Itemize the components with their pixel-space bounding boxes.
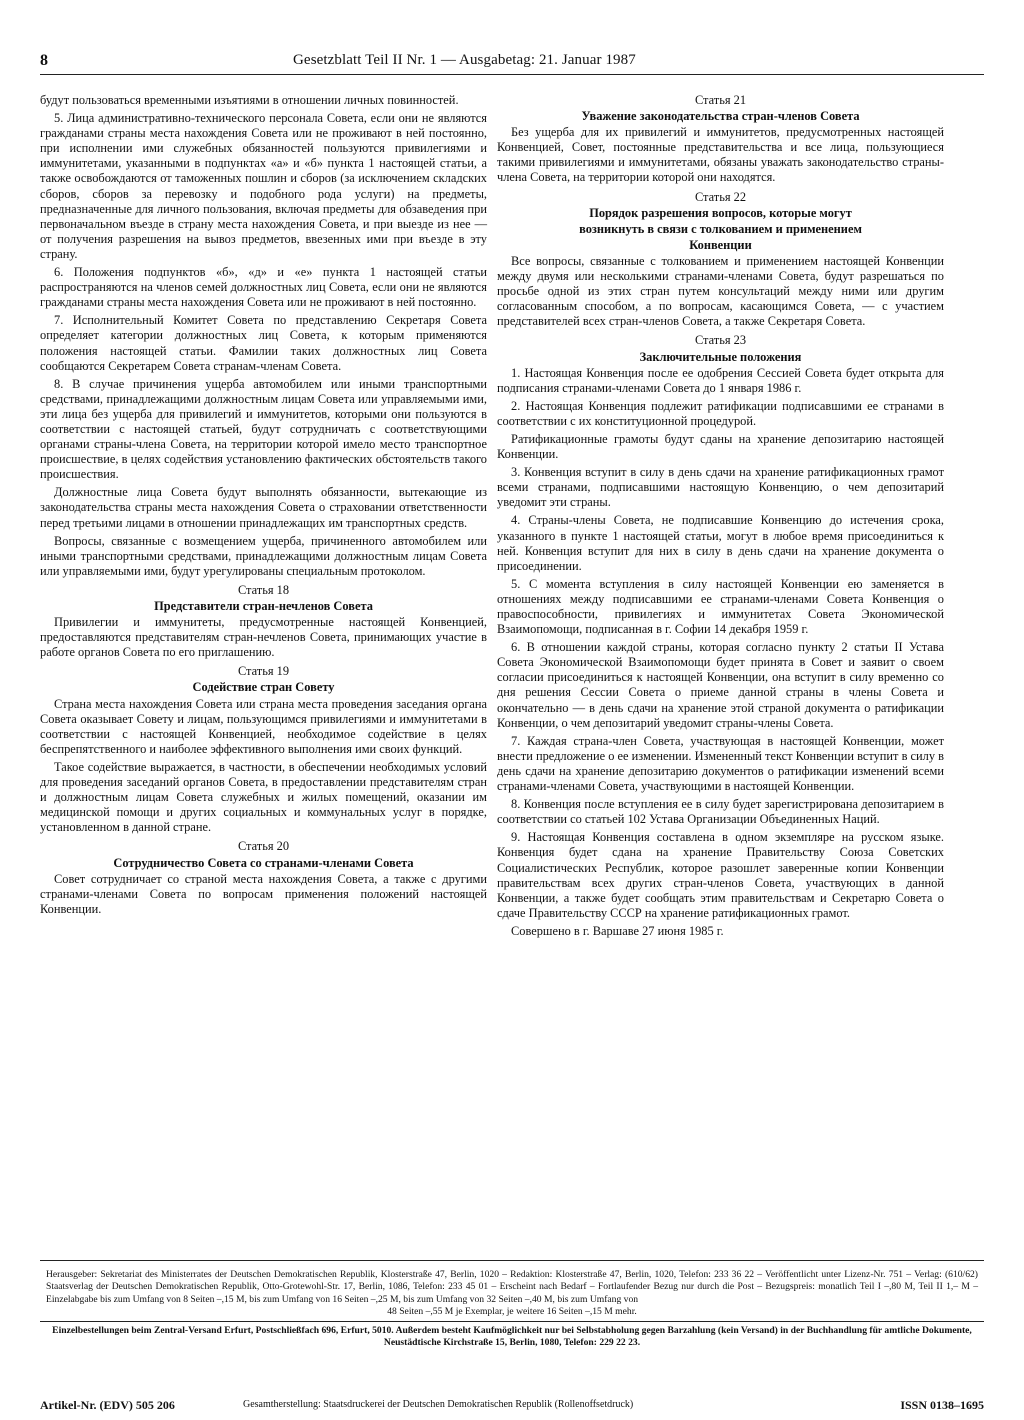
paragraph: 5. С момента вступления в силу настоящей Конвенции ею заменяется в отношениях между подписавшими ее странами-членами Совета Конвенция о правоспособности, привилегиях и иммунитетах Совета Экономической Взаимопомощи, подписанная в г. Софии 14 декабря 1959 г. (497, 576, 944, 637)
paragraph: будут пользоваться временными изъятиями в отношении личных повинностей. (40, 93, 459, 107)
article-number-23: Статья 23 (694, 333, 747, 348)
article-title-22-line-3: Конвенции (689, 237, 752, 252)
article-title-23: Заключительные положения (639, 349, 802, 364)
paragraph: 6. Положения подпунктов «б», «д» и «е» пункта 1 настоящей статьи распространяются на членов семей должностных лиц Совета, если они не являются гражданами страны места нахождения Совета или не проживают в ней постоянно. (40, 265, 487, 310)
article-number-21: Статья 21 (694, 93, 747, 107)
left-column (40, 93, 487, 920)
paragraph: Вопросы, связанные с возмещением ущерба, причиненного автомобилем или иными транспортными средствами, принадлежащими должностным лицам Совета или управляемыми ими, будут урегулированы специальным протоколом. (40, 533, 487, 578)
paragraph: 9. Настоящая Конвенция составлена в одном экземпляре на русском языке. Конвенция будет сдана на хранение Правительству Союза Советских Социалистических Республик, которое разошлет заверенные копии Конвенции правительствам всех других стран-членов Совета, участвующих в данной Конвенции, а также будет сообщать этим правительствам и Секретарю Совета о сдаче Правительству СССР на хранение ратификационных грамот. (497, 830, 944, 920)
page-number: 8 (40, 52, 48, 69)
paragraph: 1. Настоящая Конвенция после ее одобрения Сессией Совета будет открыта для подписания странами-членами Совета до 1 января 1986 г. (497, 365, 944, 395)
paragraph: 2. Настоящая Конвенция подлежит ратификации подписавшими ее странами в соответствии с их конституционной процедурой. (497, 398, 944, 428)
paragraph: 6. В отношении каждой страны, которая согласно пункту 2 статьи II Устава Совета Экономической Взаимопомощи будет принята в Совет и заявит о своем согласии присоединиться к настоящей Конвенции, она вступит в силу временно со дня решения Сессии Совета о приеме данной страны в члены Совета и окончательно — в день сдачи на хранение этой страной документа о ратификации Конвенции, о чем депозитарий уведомит страны-члены Совета. (497, 640, 944, 730)
article-number-18: Статья 18 (237, 582, 290, 597)
paragraph: Совет сотрудничает со страной места нахождения Совета, а также с другими странами-членами Совета по вопросам применения положений настоящей Конвенции. (40, 871, 487, 916)
publisher-footer (40, 1260, 984, 1349)
article-title-18: Представители стран-нечленов Совета (154, 599, 373, 613)
paragraph: 7. Каждая страна-член Совета, участвующая в настоящей Конвенции, может внести предложение о ее изменении. Измененный текст Конвенции вступит в силу в день сдачи на хранение депозитарию документов о ратификации изменений всеми странами-членами Совета, участвующими в настоящей Конвенции. (497, 733, 944, 794)
article-number-22: Статья 22 (694, 189, 747, 204)
imprint-text-end: 48 Seiten –,55 M je Exemplar, je weitere 16 Seiten –,15 M mehr. (387, 1306, 637, 1318)
order-info: Einzelbestellungen beim Zentral-Versand Erfurt, Postschließfach 696, Erfurt, 5010. Außerdem besteht Kaufmöglichkeit nur bei Selbstabholung gegen Barzahlung (kein Versand) in der Buchhandlung für amtliche Dokumente, Neustädtische Kirchstraße 15, Berlin, 1080, Telefon: 229 22 23. (40, 1321, 984, 1350)
paragraph: Такое содействие выражается, в частности, в обеспечении необходимых условий для проведения заседаний органов Совета, в предоставлении представителям стран и должностным лицам Совета служебных и жилых помещений, оказании им медицинской помощи и других социальных и коммунальных услуг в порядке, установленном в данной стране. (40, 759, 487, 835)
paragraph: 8. В случае причинения ущерба автомобилем или иными транспортными средствами, принадлежащими должностным лицам Совета или управляемыми ими, эти лица без ущерба для привилегий и иммунитетов, которыми они пользуются в соответствии с настоящей статьей, будут сотрудничать с соответствующими органами страны-члена Совета, на территории которой имело место транспортное происшествие, в целях содействия установлению фактических обстоятельств такого происшествия. (40, 376, 487, 482)
paragraph: 3. Конвенция вступит в силу в день сдачи на хранение ратификационных грамот всеми странами, подписавшими настоящую Конвенцию, о чем депозитарий уведомит эти страны. (497, 465, 944, 510)
article-number: Artikel-Nr. (EDV) 505 206 (40, 1398, 175, 1412)
paragraph: Без ущерба для их привилегий и иммунитетов, предусмотренных настоящей Конвенцией, Совет, постоянные представительства и все лица, пользующиеся такими привилегиями и иммунитетами, обязаны уважать законодательство страны-члена Совета, на территории которой они находятся. (497, 125, 944, 185)
paragraph: 5. Лица административно-технического персонала Совета, если они не являются гражданами страны места нахождения Совета или не проживают в ней постоянно, при исполнении ими служебных обязанностей пользуются привилегиями и иммунитетами, указанными в подпунктах «а» и «б» пункта 1 настоящей статьи, а также освобождаются от таможенных пошлин и сборов (за исключением складских сборов, сборов за перевозку и подобного рода услуги) на предметы, предназначенные для личного пользования, включая предметы для обзаведения при первоначальном въезде в страну места нахождения Совета, и при выезде из нее — от получения разрешения на вывоз предметов, ввезенных ими при въезде в эту страну. (40, 111, 487, 261)
paragraph: Должностные лица Совета будут выполнять обязанности, вытекающие из законодательства страны места нахождения Совета о страховании ответственности перед третьими лицами в отношении принадлежащих им транспортных средств. (40, 485, 487, 530)
paragraph: Все вопросы, связанные с толкованием и применением настоящей Конвенции между двумя или несколькими странами-членами Совета, будут разрешаться по просьбе одной из этих стран путем консультаций между ними или другим согласованным способом, а по вопросам, касающимся Совета, — с участием представителей всех стран-членов Совета, а также Секретаря Совета. (497, 253, 944, 329)
article-number-20: Статья 20 (237, 839, 290, 854)
printer-info: Gesamtherstellung: Staatsdruckerei der Deutschen Demokratischen Republik (Rollenoffsetdruck) (243, 1399, 634, 1410)
article-title-19: Содействие стран Совету (192, 680, 335, 695)
paragraph: Ратификационные грамоты будут сданы на хранение депозитарию настоящей Конвенции. (497, 431, 944, 462)
article-title-21: Уважение законодательства стран-членов Совета (581, 109, 860, 124)
article-title-22-line-1: Порядок разрешения вопросов, которые могут (589, 205, 852, 220)
article-title-22-line-2: возникнуть в связи с толкованием и применением (579, 221, 862, 236)
running-title: Gesetzblatt Teil II Nr. 1 — Ausgabetag: 21. Januar 1987 (293, 52, 636, 68)
page-header (40, 50, 984, 75)
article-title-20: Сотрудничество Совета со странами-членами Совета (113, 855, 414, 870)
right-column (497, 93, 944, 942)
paragraph: Страна места нахождения Совета или страна места проведения заседания органа Совета оказывает Совету и лицам, пользующимся привилегиями и иммунитетами в соответствии с настоящей Конвенцией, необходимое содействие в целях беспрепятственного и наиболее эффективного выполнения ими своих функций. (40, 696, 487, 756)
paragraph: 4. Страны-члены Совета, не подписавшие Конвенцию до истечения срока, указанного в пункте 1 настоящей статьи, могут в любое время присоединиться к ней. Конвенция вступит для них в силу в день сдачи на хранение документа о присоединении. (497, 513, 944, 573)
paragraph: 8. Конвенция после вступления ее в силу будет зарегистрирована депозитарием в соответствии со статьей 102 Устава Организации Объединенных Наций. (497, 797, 944, 827)
article-number-19: Статья 19 (237, 664, 290, 679)
paragraph: Привилегии и иммунитеты, предусмотренные настоящей Конвенцией, предоставляются представителям стран-нечленов Совета, принимающих участие в работе органов Совета по его приглашению. (40, 615, 487, 660)
issn: ISSN 0138–1695 (900, 1398, 984, 1412)
closing-line: Совершено в г. Варшаве 27 июня 1985 г. (511, 923, 724, 938)
paragraph: 7. Исполнительный Комитет Совета по представлению Секретаря Совета определяет категории должностных лиц Совета, к которым применяются положения настоящей статьи. Фамилии таких должностных лиц Совета сообщаются Секретарем Совета странам-членам Совета. (40, 313, 487, 373)
imprint-text: Herausgeber: Sekretariat des Ministerrates der Deutschen Demokratischen Republik, Klosterstraße 47, Berlin, 1020 – Redaktion: Klosterstraße 47, Berlin, 1020, Telefon: 233 36 22 – Veröffentlicht unter Lizenz-Nr. 751 – Verlag: (610/62) Staatsverlag der Deutschen Demokratischen Republik, Otto-Grotewohl-Str. 17, Berlin, 1086, Telefon: 233 45 01 – Erscheint nach Bedarf – Fortlaufender Bezug nur durch die Post – Bezugspreis: monatlich Teil I –,80 M, Teil II 1,– M – Einzelabgabe bis zum Umfang von 8 Seiten –,15 M, bis zum Umfang von 16 Seiten –,25 M, bis zum Umfang von 32 Seiten –,40 M, bis zum Umfang von (46, 1269, 978, 1305)
